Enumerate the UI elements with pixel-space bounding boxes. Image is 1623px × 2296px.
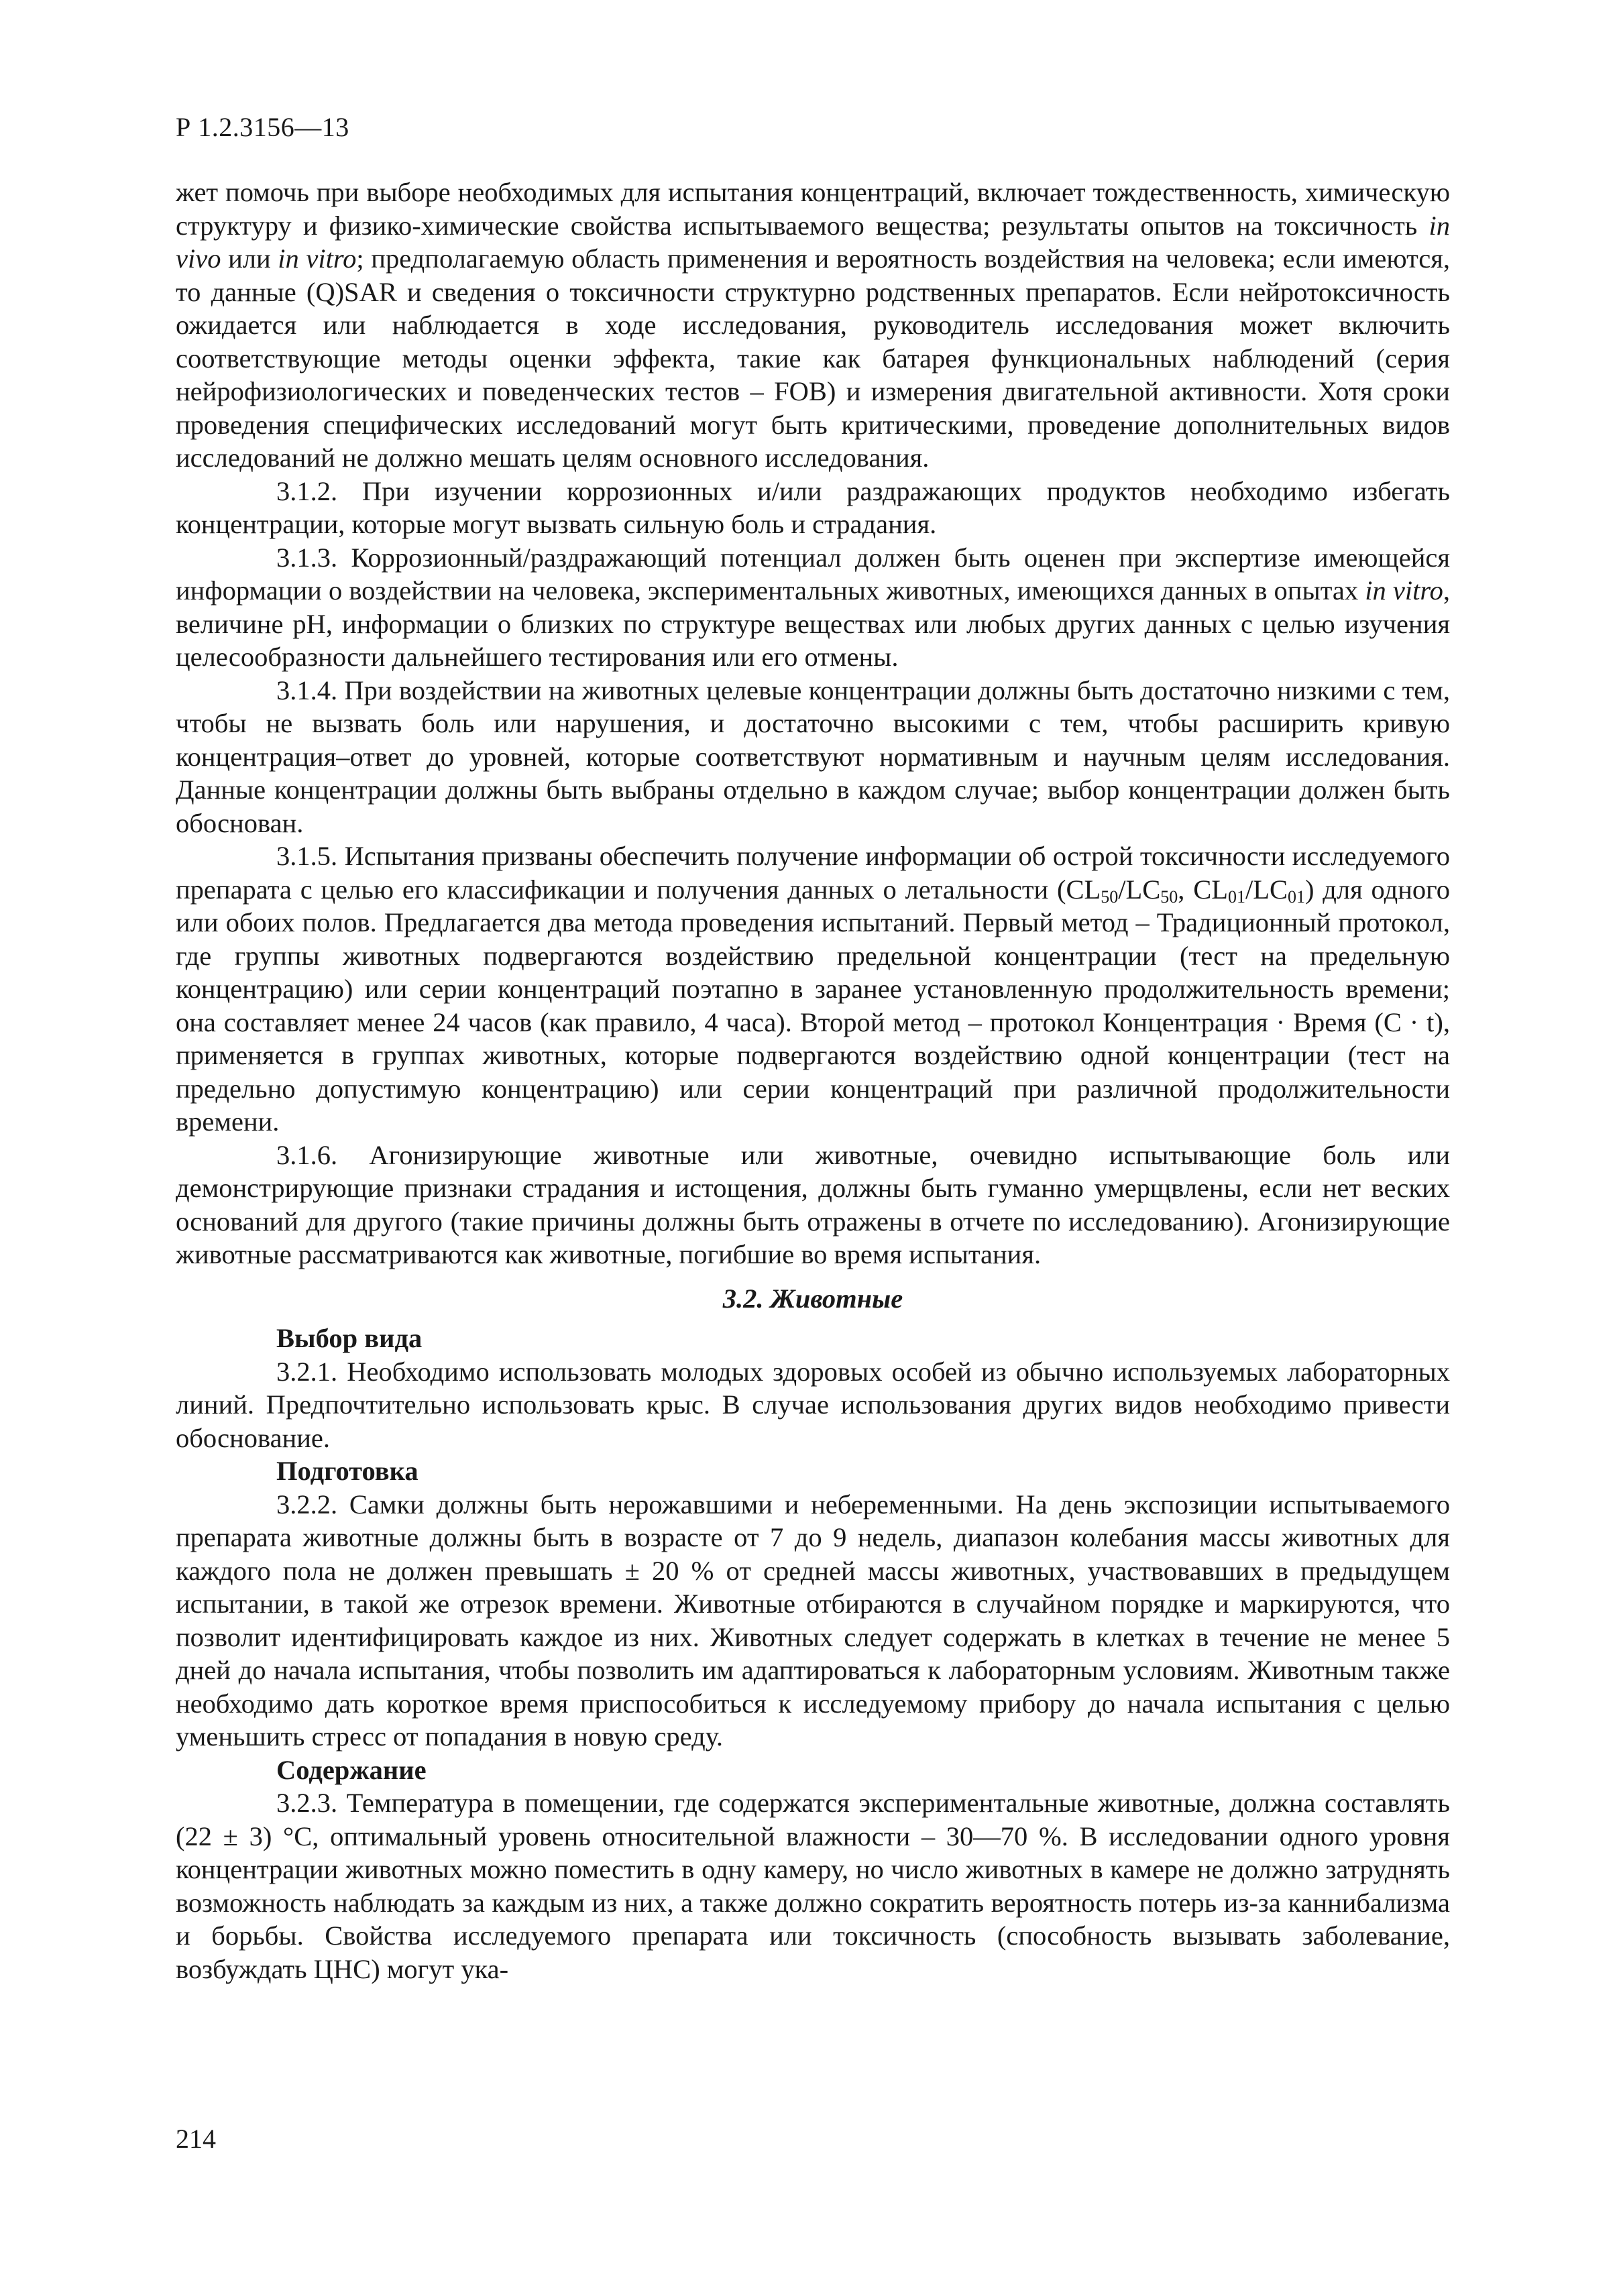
paragraph-3-2-2: 3.2.2. Самки должны быть нерожавшими и небеременными. На день экспозиции испытываемого препарата животные должны быть в возрасте от 7 до 9 недель, диапазон колебания массы животных для каждого пола не должен превышать ± 20 % от средней массы животных, участвовавших в предыдущем испытании, в такой же отрезок времени. Животные отбираются в случайном порядке и маркируются, что позволит идентифицировать каждое из них. Животных следует содержать в клетках в течение не менее 5 дней до начала испытания, чтобы позволить им адаптироваться к лабораторным условиям. Животным также необходимо дать короткое время приспособиться к исследуемому прибору до начала испытания с целью уменьшить стресс от попадания в новую среду. [176, 1489, 1450, 1752]
document-body [176, 176, 1450, 1986]
paragraph-3-1-3: 3.1.3. Коррозионный/раздражающий потенциал должен быть оценен при экспертизе имеющейся информации о воздействии на человека, экспериментальных животных, имеющихся данных в опытах in vitro, величине pH, информации о близких по структуре веществах или любых других данных с целью изучения целесообразности дальнейшего тестирования или его отмены. [176, 542, 1450, 672]
page-number: 214 [176, 2124, 216, 2154]
paragraph-3-1-2: 3.1.2. При изучении коррозионных и/или раздражающих продуктов необходимо избегать концентрации, которые могут вызвать сильную боль и страдания. [176, 475, 1450, 539]
subheading-housing: Содержание [276, 1754, 427, 1785]
subheading-preparation: Подготовка [276, 1456, 418, 1486]
paragraph-continued: жет помочь при выборе необходимых для испытания концентраций, включает тождественность, химическую структуру и физико-химические свойства испытываемого вещества; результаты опытов на токсичность in vivo или in vitro; предполагаемую область применения и вероятность воздействия на человека; если имеются, то данные (Q)SAR и сведения о токсичности структурно родственных препаратов. Если нейротоксичность ожидается или наблюдается в ходе исследования, руководитель исследования может включить соответствующие методы оценки эффекта, такие как батарея функциональных наблюдений (серия нейрофизиологических и поведенческих тестов – FOB) и измерения двигательной активности. Хотя сроки проведения специфических исследований могут быть критическими, проведение дополнительных видов исследований не должно мешать целям основного исследования. [176, 177, 1450, 473]
paragraph-3-1-5: 3.1.5. Испытания призваны обеспечить получение информации об острой токсичности исследуемого препарата с целью его классификации и получения данных о летальности ($CL_{50}/LC_{50}$, $CL_{01}/LC_{01}$) для одного или обоих полов. Предлагается два метода проведения испытаний. Первый метод – Традиционный протокол, где группы животных подвергаются воздействию предельной концентрации (тест на предельную концентрацию) или серии концентраций поэтапно в заранее установленную продолжительность времени; она составляет менее 24 часов (как правило, 4 часа). Второй метод – протокол Концентрация · Время (C · t), применяется в группах животных, которые подвергаются воздействию одной концентрации (тест на предельно допустимую концентрацию) или серии концентраций при различной продолжительности времени. [176, 841, 1450, 1137]
paragraph-3-2-1: 3.2.1. Необходимо использовать молодых здоровых особей из обычно используемых лабораторных линий. Предпочтительно использовать крыс. В случае использования других видов необходимо привести обоснование. [176, 1356, 1450, 1453]
paragraph-3-2-3: 3.2.3. Температура в помещении, где содержатся экспериментальные животные, должна составлять (22 ± 3) °С, оптимальный уровень относительной влажности – 30—70 %. В исследовании одного уровня концентрации животных можно поместить в одну камеру, но число животных в камере не должно затруднять возможность наблюдать за каждым из них, а также должно сократить вероятность потерь из-за каннибализма и борьбы. Свойства исследуемого препарата или токсичность (способность вызывать заболевание, возбуждать ЦНС) могут ука- [176, 1788, 1450, 1984]
paragraph-3-1-4: 3.1.4. При воздействии на животных целевые концентрации должны быть достаточно низкими с тем, чтобы не вызвать боль или нарушения, и достаточно высокими с тем, чтобы расширить кривую концентрация–ответ до уровней, которые соответствуют нормативным и научным целям исследования. Данные концентрации должны быть выбраны отдельно в каждом случае; выбор концентрации должен быть обоснован. [176, 675, 1450, 838]
section-title-3-2: 3.2. Животные [722, 1283, 903, 1314]
subheading-species: Выбор вида [276, 1323, 423, 1353]
document-code-header: Р 1.2.3156—13 [176, 112, 349, 142]
paragraph-3-1-6: 3.1.6. Агонизирующие животные или животные, очевидно испытывающие боль или демонстрирующие признаки страдания и истощения, должны быть гуманно умерщвлены, если нет веских оснований для другого (такие причины должны быть отражены в отчете по исследованию). Агонизирующие животные рассматриваются как животные, погибшие во время испытания. [176, 1139, 1450, 1269]
